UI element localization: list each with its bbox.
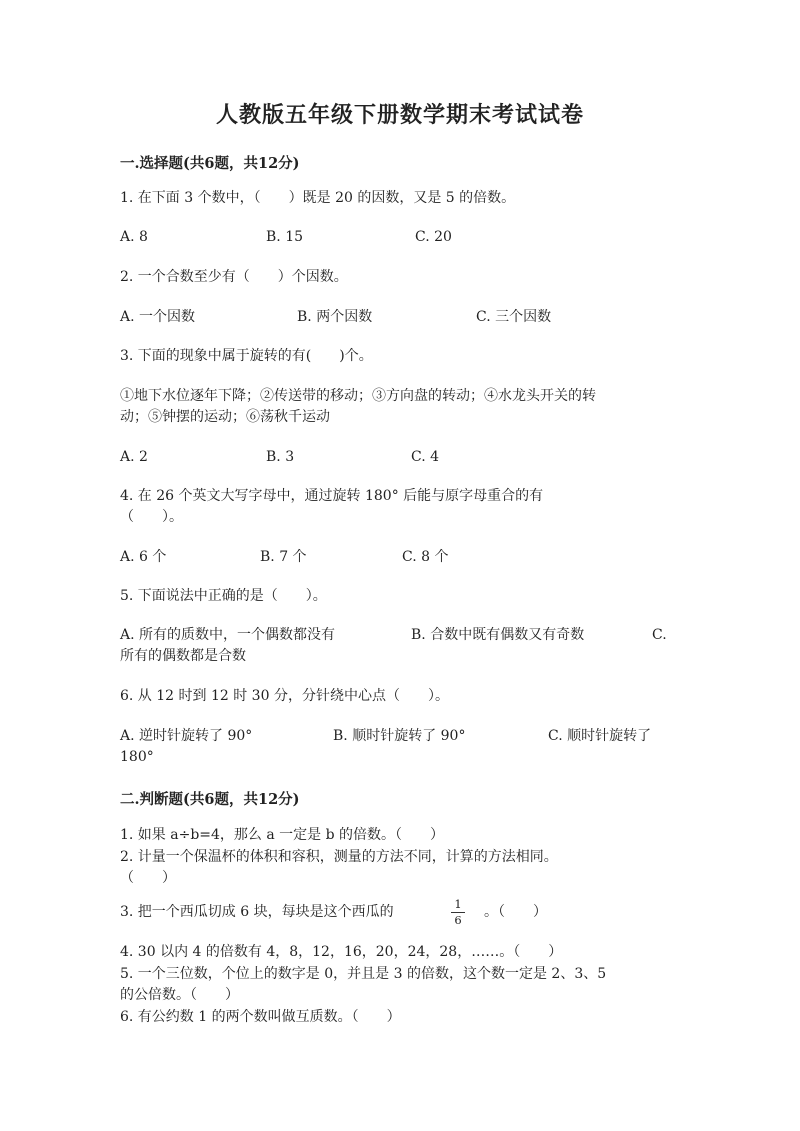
fraction-numerator: 1 bbox=[454, 897, 462, 911]
question-6-stem: 6. 从 12 时到 12 时 30 分，分针绕中心点（ ）。 bbox=[120, 688, 449, 704]
question-3-stem: 3. 下面的现象中属于旋转的有( )个。 bbox=[120, 348, 373, 364]
question-4-stem-line2: （ ）。 bbox=[120, 509, 183, 525]
question-1-stem: 1. 在下面 3 个数中，（ ）既是 20 的因数，又是 5 的倍数。 bbox=[120, 190, 516, 206]
judgement-2-line2: （ ） bbox=[120, 870, 176, 886]
judgement-2-line1: 2. 计量一个保温杯的体积和容积，测量的方法不同，计算的方法相同。 bbox=[120, 849, 558, 865]
judgement-4: 4. 30 以内 4 的倍数有 4，8，12，16，20，24，28，……。（ ） bbox=[120, 944, 563, 960]
question-1-option-a: A. 8 bbox=[120, 229, 148, 245]
question-4-option-c: C. 8 个 bbox=[402, 549, 449, 565]
question-4-stem-line1: 4. 在 26 个英文大写字母中，通过旋转 180° 后能与原字母重合的有 bbox=[120, 488, 544, 504]
section-heading-judgement: 二.判断题(共6题，共12分) bbox=[120, 791, 300, 808]
judgement-6: 6. 有公约数 1 的两个数叫做互质数。（ ） bbox=[120, 1009, 401, 1025]
judgement-1: 1. 如果 a÷b=4，那么 a 一定是 b 的倍数。（ ） bbox=[120, 827, 445, 843]
question-5-option-c-text: 所有的偶数都是合数 bbox=[120, 648, 246, 664]
judgement-5-line2: 的公倍数。（ ） bbox=[120, 987, 239, 1003]
fraction-one-sixth bbox=[451, 898, 465, 927]
question-2-option-a: A. 一个因数 bbox=[120, 309, 196, 325]
question-3-detail-line1: ①地下水位逐年下降；②传送带的移动；③方向盘的转动；④水龙头开关的转 bbox=[120, 388, 596, 404]
question-6-option-b: B. 顺时针旋转了 90° bbox=[333, 728, 466, 744]
fraction-denominator: 6 bbox=[454, 913, 462, 927]
question-4-option-a: A. 6 个 bbox=[120, 549, 167, 565]
question-3-option-c: C. 4 bbox=[411, 449, 440, 465]
question-3-option-a: A. 2 bbox=[120, 449, 148, 465]
judgement-5-line1: 5. 一个三位数，个位上的数字是 0，并且是 3 的倍数，这个数一定是 2、3、5 bbox=[120, 966, 607, 982]
judgement-3-text: 3. 把一个西瓜切成 6 块，每块是这个西瓜的 bbox=[120, 904, 394, 920]
question-2-option-c: C. 三个因数 bbox=[476, 309, 552, 325]
question-6-option-c: C. 顺时针旋转了 bbox=[548, 728, 652, 744]
question-4-option-b: B. 7 个 bbox=[260, 549, 307, 565]
question-3-option-b: B. 3 bbox=[266, 449, 295, 465]
question-3-detail-line2: 动；⑤钟摆的运动；⑥荡秋千运动 bbox=[120, 409, 330, 425]
question-5-option-c-label: C. bbox=[652, 627, 667, 643]
question-6-option-c-cont: 180° bbox=[120, 749, 154, 765]
question-5-stem: 5. 下面说法中正确的是（ ）。 bbox=[120, 588, 327, 604]
question-5-option-a: A. 所有的质数中，一个偶数都没有 bbox=[120, 627, 336, 643]
question-1-option-b: B. 15 bbox=[266, 229, 304, 245]
judgement-3-blank: 。（ ） bbox=[484, 904, 547, 920]
question-2-stem: 2. 一个合数至少有（ ）个因数。 bbox=[120, 269, 348, 285]
section-heading-choice: 一.选择题(共6题，共12分) bbox=[120, 155, 300, 172]
question-5-option-b: B. 合数中既有偶数又有奇数 bbox=[411, 627, 585, 643]
question-2-option-b: B. 两个因数 bbox=[297, 309, 373, 325]
question-6-option-a: A. 逆时针旋转了 90° bbox=[120, 728, 253, 744]
page-title: 人教版五年级下册数学期末考试试卷 bbox=[215, 102, 584, 128]
question-1-option-c: C. 20 bbox=[415, 229, 452, 245]
